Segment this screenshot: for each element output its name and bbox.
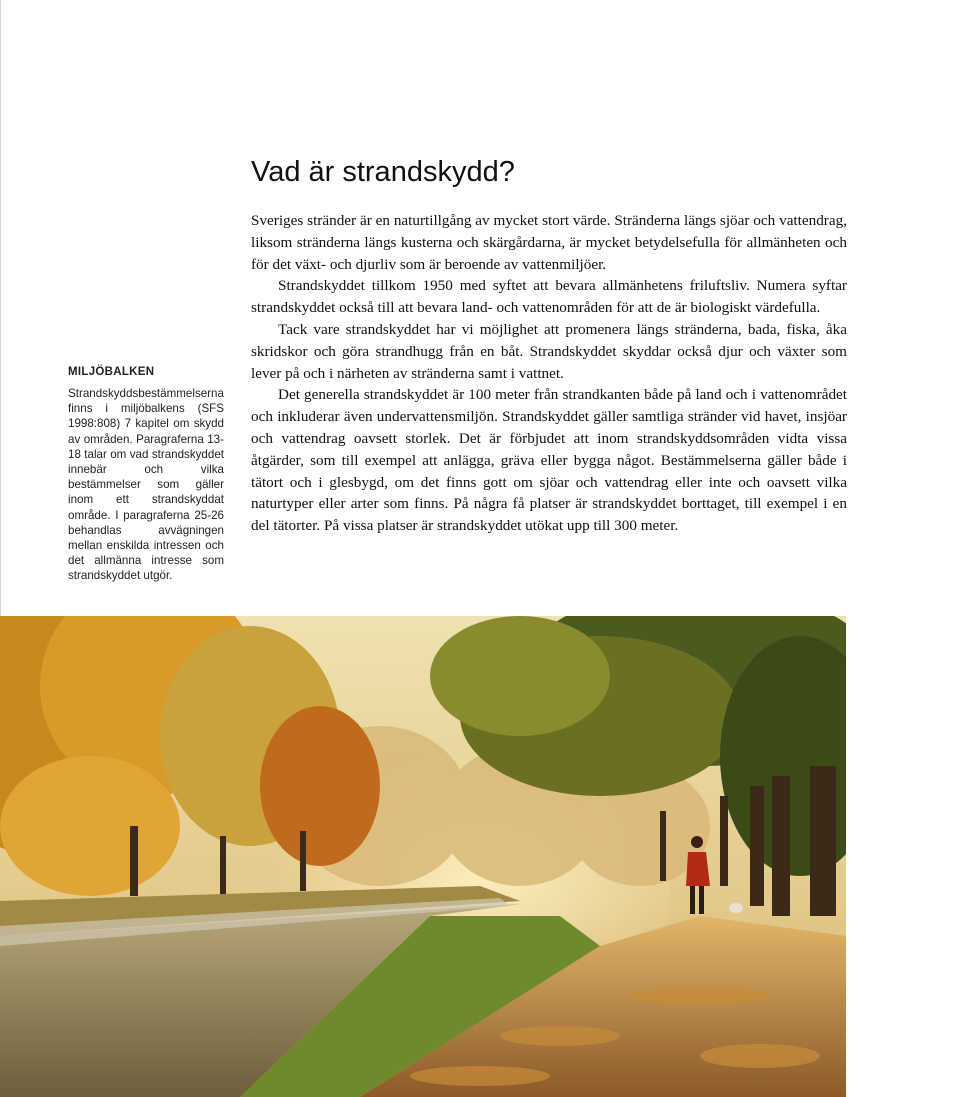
- autumn-canal-path-photo: [0, 616, 846, 1097]
- photo-illustration: [0, 616, 846, 1097]
- sidebar-text: Strandskyddsbestämmelserna finns i miljöbalkens (SFS 1998:808) 7 kapitel om skydd av områden. Paragraferna 13-18 talar om vad strandskyddet innebär och vilka bestämmelser som gäller inom ett strandskyddat område. I paragraferna 25-26 behandlas avvägningen mellan enskilda intressen och det allmänna intresse som strandskyddet utgör.: [68, 387, 224, 583]
- paragraph-history: Strandskyddet tillkom 1950 med syftet att bevara allmänhetens friluftsliv. Numera syftar strandskyddet också till att bevara land- och vattenområden för att de är biologiskt värdefulla.: [251, 277, 847, 317]
- page-title: Vad är strandskydd?: [251, 156, 515, 188]
- page-edge-line: [0, 0, 1, 616]
- sidebar-note: [68, 366, 224, 584]
- main-article: [251, 152, 847, 537]
- sidebar-heading: MILJÖBALKEN: [68, 366, 155, 378]
- paragraph-rules: Det generella strandskyddet är 100 meter från strandkanten både på land och i vattenområdet och inkluderar även undervattensmiljön. Strandskyddet gäller samtliga stränder vid havet, insjöar och vattendrag oavsett storlek. Det är förbjudet att inom strandskyddsområden vidta vissa åtgärder, som till exempel att anlägga, gräva eller bygga något. Bestämmelserna gäller både i tätort och i glesbygd, om det finns gott om sjöar och vattendrag eller inte och oavsett vilka naturtyper eller arter som finns. På några få platser är strandskyddet borttaget, till exempel i en del tätorter. På vissa platser är strandskyddet utökat upp till 300 meter.: [251, 386, 847, 535]
- paragraph-intro: Sveriges stränder är en naturtillgång av mycket stort värde. Stränderna längs sjöar och vattendrag, liksom stränderna längs kusterna och skärgårdarna, är mycket betydelsefulla för allmänheten och för det växt- och djurliv som är beroende av vattenmiljöer.: [251, 212, 847, 273]
- paragraph-benefits: Tack vare strandskyddet har vi möjlighet att promenera längs stränderna, bada, fiska, åka skridskor och göra strandhugg från en båt. Strandskyddet skyddar också djur och växter som lever på och i närheten av stränderna samt i vattnet.: [251, 320, 847, 382]
